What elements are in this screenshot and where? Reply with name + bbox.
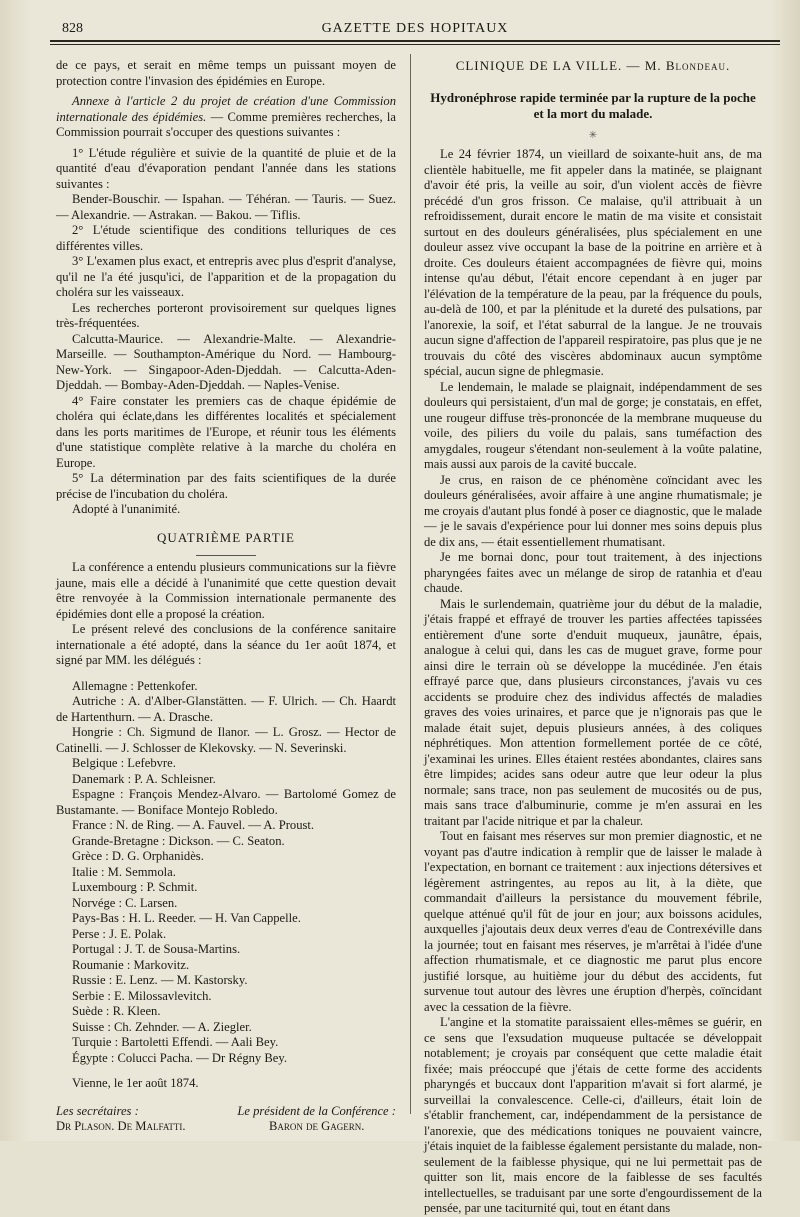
delegate-entry: Portugal : J. T. de Sousa-Martins. [72, 942, 241, 956]
president-name: Baron de Gagern. [268, 1119, 365, 1133]
delegate-entry: Serbie : E. Milossavlevitch. [72, 988, 212, 1003]
delegate-entry: France : N. de Ring. — A. Fauvel. — A. Proust. [72, 818, 315, 832]
question-2: 2° L'étude scientifique des conditions telluriques de ces différentes villes. [56, 223, 396, 253]
article-section-title [424, 58, 762, 74]
delegate-entry: Belgique : Lefebvre. [72, 756, 176, 770]
research-paragraph: Les recherches porteront provisoirement sur quelques lignes très-fréquentées. [56, 300, 396, 330]
page-header [50, 18, 780, 42]
secretaries-label: Les secrétaires : [56, 1103, 139, 1118]
president-label: Le président de la Conférence : [237, 1103, 396, 1118]
delegate-entry: Russie : E. Lenz. — M. Kastorsky. [72, 973, 248, 987]
delegate-entry: Hongrie : Ch. Sigmund de Ilanor. — L. Grosz. — Hector de Catinelli. — J. Schlosser de Klekovsky. — N. Severinski. [56, 725, 396, 755]
article-paragraph: Je crus, en raison de ce phénomène coïncidant avec les douleurs généralisées, avoir affaire à une angine rhumatismale; je me croyais d'autant plus fondé à poser ce diagnostic, que le malade — je le savais d'expérience pour lui donner mes soins depuis plus de dix ans, — était essentiellement rhumatisant. [424, 472, 762, 549]
section-rule [196, 555, 256, 556]
paragraph: de ce pays, et serait en même temps un puissant moyen de protection contre l'invasion des épidémies en Europe. [56, 58, 396, 88]
left-column [56, 58, 396, 1135]
secretaries-block [56, 1104, 185, 1135]
conference-paragraph-2: Le présent relevé des conclusions de la conférence sanitaire internationale a été adopté, dans la séance du 1er août 1874, et signé par MM. les délégués : [56, 622, 396, 667]
delegates-list [56, 679, 396, 1067]
page-number: 828 [62, 21, 83, 36]
ornament-icon: ✳ [588, 129, 598, 141]
clinic-title: CLINIQUE DE LA VILLE. — [455, 58, 645, 73]
article-paragraph: L'angine et la stomatite paraissaient elles-mêmes se guérir, en ce sens que l'exsudation muqueuse pultacée se développait notablement; je croyais par conséquent que cette maladie était fixée; mais préoccupé que j'étais de cette forme des accidents pharyngés et buccaux dont l'apparition m'avait si fort alarmé, je surveillai la convalescence. Celle-ci, d'ailleurs, était loin de s'établir franchement, car, indépendamment de la persistance de l'anorexie, que des médications toniques ne pouvaient vaincre, j'étais inquiet de la faiblesse également persistante du malade, non-seulement de la faiblesse physique, qui ne lui permettait pas de quitter son lit, mais encore de la faiblesse de ses facultés intellectuelles, se traduisant par une sorte d'engourdissement de la pensée, par une taciturnité qui, tout en étant dans [424, 1015, 762, 1215]
delegate-entry: Autriche : A. d'Alber-Glanstätten. — F. Ulrich. — Ch. Haardt de Hartenthurn. — A. Drasche. [56, 694, 396, 724]
annex-paragraph [56, 94, 396, 141]
article-paragraph: Le 24 février 1874, un vieillard de soixante-huit ans, de ma clientèle habituelle, me fit appeler dans la matinée, se plaignant d'avoir été pris, la veille au soir, d'un violent accès de fièvre précédé d'un gros frisson. Ce malaise, qu'il attribuait à un refroidissement, durait encore le matin de ma visite et consistait surtout en des douleurs généralisées, plus spécialement en une douleur assez vive occupant la base de la poitrine en arrière et à droite. Ces douleurs étaient accompagnées de fièvre qui, moins intense qu'au début, l'était encore cependant à en juger par l'élévation de la température de la peau, par la fréquence du pouls, au-delà de 100, et par la plénitude et la dureté des pulsations, par l'anorexie, la soif, et l'état saburral de la langue. Je ne trouvais aucun signe d'affection de l'appareil respiratoire, pas plus que je ne trouvais du côté des viscères abdominaux aucun symptôme spécial, aucun signe de phlegmasie. [424, 147, 762, 378]
delegate-entry: Suède : R. Kleen. [72, 1004, 161, 1018]
section-title: QUATRIÈME PARTIE [157, 529, 295, 545]
delegate-entry: Danemark : P. A. Schleisner. [72, 771, 216, 786]
header-rule [50, 44, 780, 45]
annex-text: — Comme premières recherches, la Commission pourrait s'occuper des questions suivantes : [56, 109, 396, 139]
president-block [237, 1104, 396, 1135]
question-3: 3° L'examen plus exact, et entrepris avec plus d'esprit d'analyse, qu'il ne l'a été jusqu'ici, de l'apparition et de la propagation du choléra sur les vaisseaux. [56, 254, 396, 299]
article-paragraph: Je me bornai donc, pour tout traitement, à des injections pharyngées faites avec un mélange de sirop de ratanhia et d'eau chaude. [424, 550, 762, 595]
publication-title: GAZETTE DES HOPITAUX [321, 21, 509, 36]
article-headline: Hydronéphrose rapide terminée par la rupture de la poche et la mort du malade. [430, 89, 756, 121]
question-1: 1° L'étude régulière et suivie de la quantité de pluie et de la quantité d'eau d'évaporation pendant l'année dans les stations suivantes : [56, 145, 396, 191]
delegate-entry: Espagne : François Mendez-Alvaro. — Bartolomé Gomez de Bustamante. — Boniface Montejo Robledo. [56, 787, 396, 817]
delegate-entry: Égypte : Colucci Pacha. — Dr Régny Bey. [72, 1050, 287, 1065]
delegate-entry: Suisse : Ch. Zehnder. — A. Ziegler. [72, 1019, 252, 1034]
article-paragraph: Mais le surlendemain, quatrième jour du début de la maladie, j'étais frappé et effrayé de trouver les parties affectées tapissées entièrement d'une sorte d'enduit muqueux, jaunâtre, épais, analogue à celui qui, dans les cas de muguet grave, forme pour ainsi dire le terrain où se développe la mucédinée. J'en étais effrayé parce que, dans plusieurs circonstances, j'avais vu ces accidents se produire chez des individus affectés de maladies graves des voies urinaires, et parce que je n'ignorais pas que le malade était sujet, depuis plusieurs années, à des coliques néphrétiques. Mon attention formellement portée de ce côté, j'examinai les urines. Elles étaient restées abondantes, claires sans être limpides; acides sans odeur autre que leur odeur la plus normale; sans trace, non pas seulement de mucosités ou de pus, mais sans trace d'albuminurie, comme je m'en assurai en les traitant par l'acide nitrique et par la chaleur. [424, 596, 762, 828]
delegate-entry: Luxembourg : P. Schmit. [72, 880, 198, 894]
conference-paragraph-1: La conférence a entendu plusieurs communications sur la fièvre jaune, mais elle a décidé à l'unanimité que cette question devait être renvoyée à la Commission internationale permanente des épidémies dont elle a proposé la création. [56, 560, 396, 621]
delegate-entry: Turquie : Bartoletti Effendi. — Aali Bey. [72, 1035, 279, 1049]
column-divider [410, 54, 411, 1114]
shipping-lines: Calcutta-Maurice. — Alexandrie-Malte. — Alexandrie-Marseille. — Southampton-Amérique du Nord. — Hambourg-New-York. — Singapoor-Aden-Djeddah. — Calcutta-Aden-Djeddah. — Bombay-Aden-Djeddah. — Naples-Venise. [56, 331, 396, 392]
delegate-entry: Italie : M. Semmola. [72, 864, 176, 879]
delegate-entry: Perse : J. E. Polak. [72, 926, 167, 941]
delegate-entry: Grèce : D. G. Orphanidès. [72, 849, 204, 863]
question-4: 4° Faire constater les premiers cas de chaque épidémie de choléra qui éclate,dans les différentes localités et spécialement dans les ports maritimes de l'Europe, et réunir tous les éléments d'une statistique complète relative à la marche du choléra en Europe. [56, 393, 396, 470]
right-column [424, 58, 762, 1217]
delegate-entry: Norvége : C. Larsen. [72, 895, 178, 910]
question-5: 5° La détermination par des faits scientifiques de la durée précise de l'incubation du choléra. [56, 471, 396, 501]
article-paragraph: Le lendemain, le malade se plaignait, indépendamment de ses douleurs qui persistaient, d'un mal de gorge; je constatais, en effet, une rougeur diffuse très-prononcée de la membrane muqueuse du voile, des piliers du voile du palais, sans tuméfaction des amygdales, rougeur s'étendant non-seulement à la voûte palatine, mais aussi aux parois de la cavité buccale. [424, 379, 762, 471]
article-author: M. Blondeau. [644, 58, 731, 73]
delegate-entry: Roumanie : Markovitz. [72, 957, 190, 972]
annex-heading: Annexe à l'article 2 du projet de création d'une Commission internationale des épidémies. [56, 94, 396, 124]
stations-list: Bender-Bouschir. — Ispahan. — Téhéran. — Tauris. — Suez. — Alexandrie. — Astrakan. — Bakou. — Tiflis. [56, 192, 396, 222]
delegate-entry: Allemagne : Pettenkofer. [72, 678, 198, 693]
signing-date: Vienne, le 1er août 1874. [72, 1076, 199, 1090]
delegate-entry: Grande-Bretagne : Dickson. — C. Seaton. [72, 833, 285, 848]
signatures [56, 1104, 396, 1135]
article-paragraph: Tout en faisant mes réserves sur mon premier diagnostic, et ne voyant pas d'autre indication à remplir que de laisser le malade à l'expectation, en bornant ce traitement : aux injections détersives et légèrement astringentes, au repos au lit, à la diète, que commandait d'ailleurs la persistance du mouvement fébrile, quelque atténué qu'il fût de jour en jour; aux boissons acidules, auxquelles j'ajoutais deux deux verres d'eau de Contrexéville dans la journée; tout en faisant mes réserves, je m'arrêtai à l'idée d'une affection rhumatismale, et ce diagnostic me parut plus encore justifié lorsque, au huitième jour du début des accidents, fut survenue tout autour des lèvres une éruption d'herpès, coïncidant avec la cessation de la fièvre. [424, 829, 762, 1014]
secretaries-names: Dr Plason. De Malfatti. [56, 1119, 186, 1133]
delegate-entry: Pays-Bas : H. L. Reeder. — H. Van Cappelle. [72, 911, 301, 925]
adopted-note: Adopté à l'unanimité. [72, 502, 181, 516]
